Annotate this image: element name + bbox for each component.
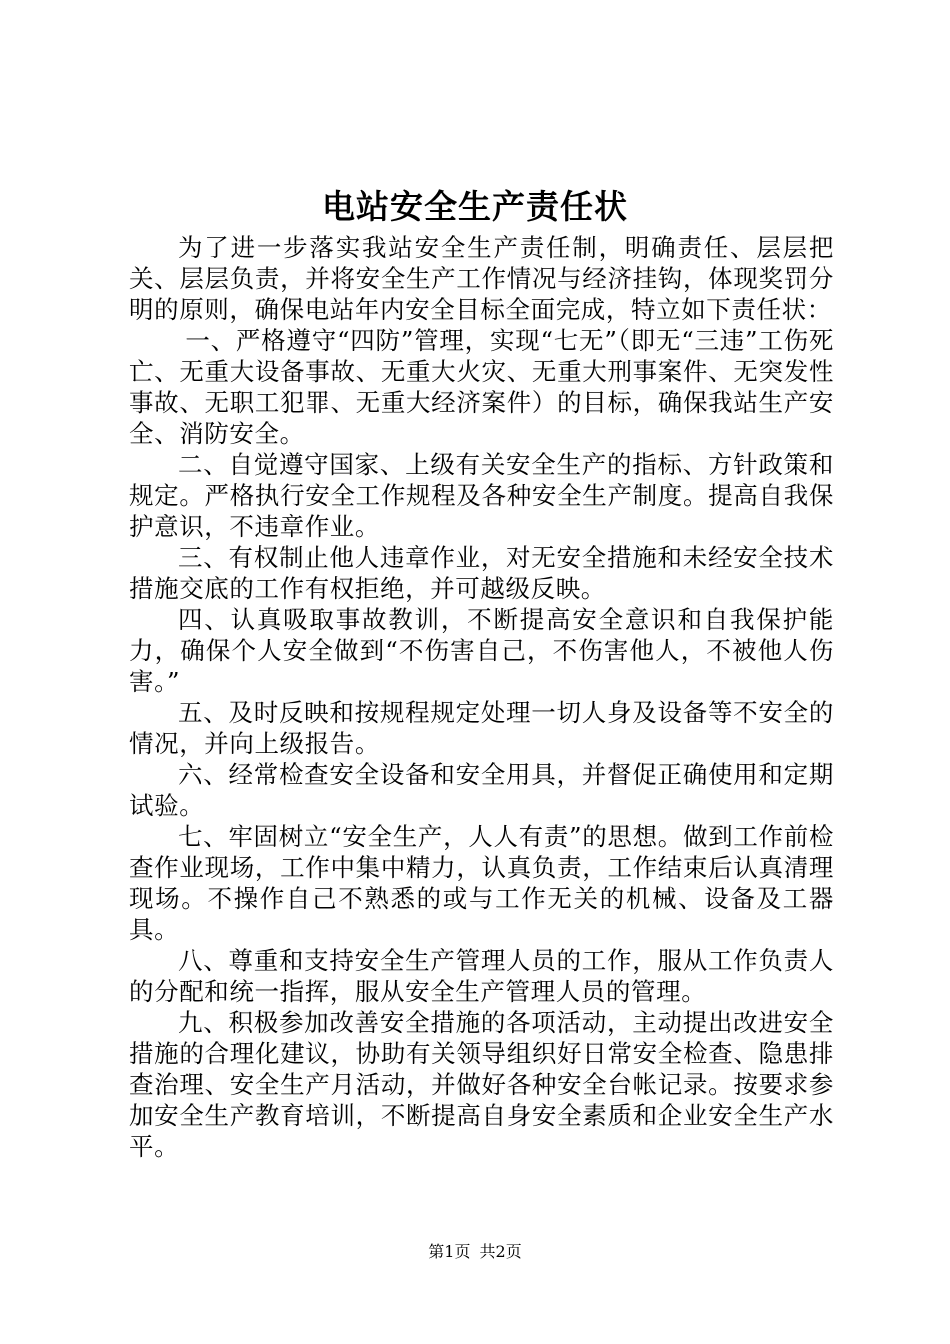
document-body [129,232,834,1162]
document-title: 电站安全生产责任状 [322,187,628,226]
clause-3-paragraph: 三、有权制止他人违章作业，对无安全措施和未经安全技术措施交底的工作有权拒绝，并可越级反映。 [129,543,834,603]
page-number: 第1页 [428,1242,471,1261]
clause-4-paragraph: 四、认真吸取事故教训，不断提高安全意识和自我保护能力，确保个人安全做到“不伤害自己，不伤害他人，不被他人伤害。” [129,605,834,696]
clause-6-paragraph: 六、经常检查安全设备和安全用具，并督促正确使用和定期试验。 [129,760,834,820]
intro-paragraph: 为了进一步落实我站安全生产责任制，明确责任、层层把关、层层负责，并将安全生产工作情况与经济挂钩，体现奖罚分明的原则，确保电站年内安全目标全面完成，特立如下责任状： [129,233,834,324]
clause-2-paragraph: 二、自觉遵守国家、上级有关安全生产的指标、方针政策和规定。严格执行安全工作规程及各种安全生产制度。提高自我保护意识，不违章作业。 [129,450,834,541]
clause-7-paragraph: 七、牢固树立“安全生产，人人有责”的思想。做到工作前检查作业现场，工作中集中精力，认真负责，工作结束后认真清理现场。不操作自己不熟悉的或与工作无关的机械、设备及工器具。 [129,822,834,944]
clause-1-paragraph: 一、严格遵守“四防”管理，实现“七无”（即无“三违”工伤死亡、无重大设备事故、无重大火灾、无重大刑事案件、无突发性事故、无职工犯罪、无重大经济案件）的目标，确保我站生产安全、消防安全。 [129,326,834,448]
page-total: 共2页 [479,1242,522,1261]
page-footer [0,1240,950,1264]
clause-9-paragraph: 九、积极参加改善安全措施的各项活动，主动提出改进安全措施的合理化建议，协助有关领导组织好日常安全检查、隐患排查治理、安全生产月活动，并做好各种安全台帐记录。按要求参加安全生产教育培训，不断提高自身安全素质和企业安全生产水平。 [129,1008,834,1161]
clause-5-paragraph: 五、及时反映和按规程规定处理一切人身及设备等不安全的情况，并向上级报告。 [129,698,834,758]
clause-8-paragraph: 八、尊重和支持安全生产管理人员的工作，服从工作负责人的分配和统一指挥，服从安全生产管理人员的管理。 [129,946,834,1006]
